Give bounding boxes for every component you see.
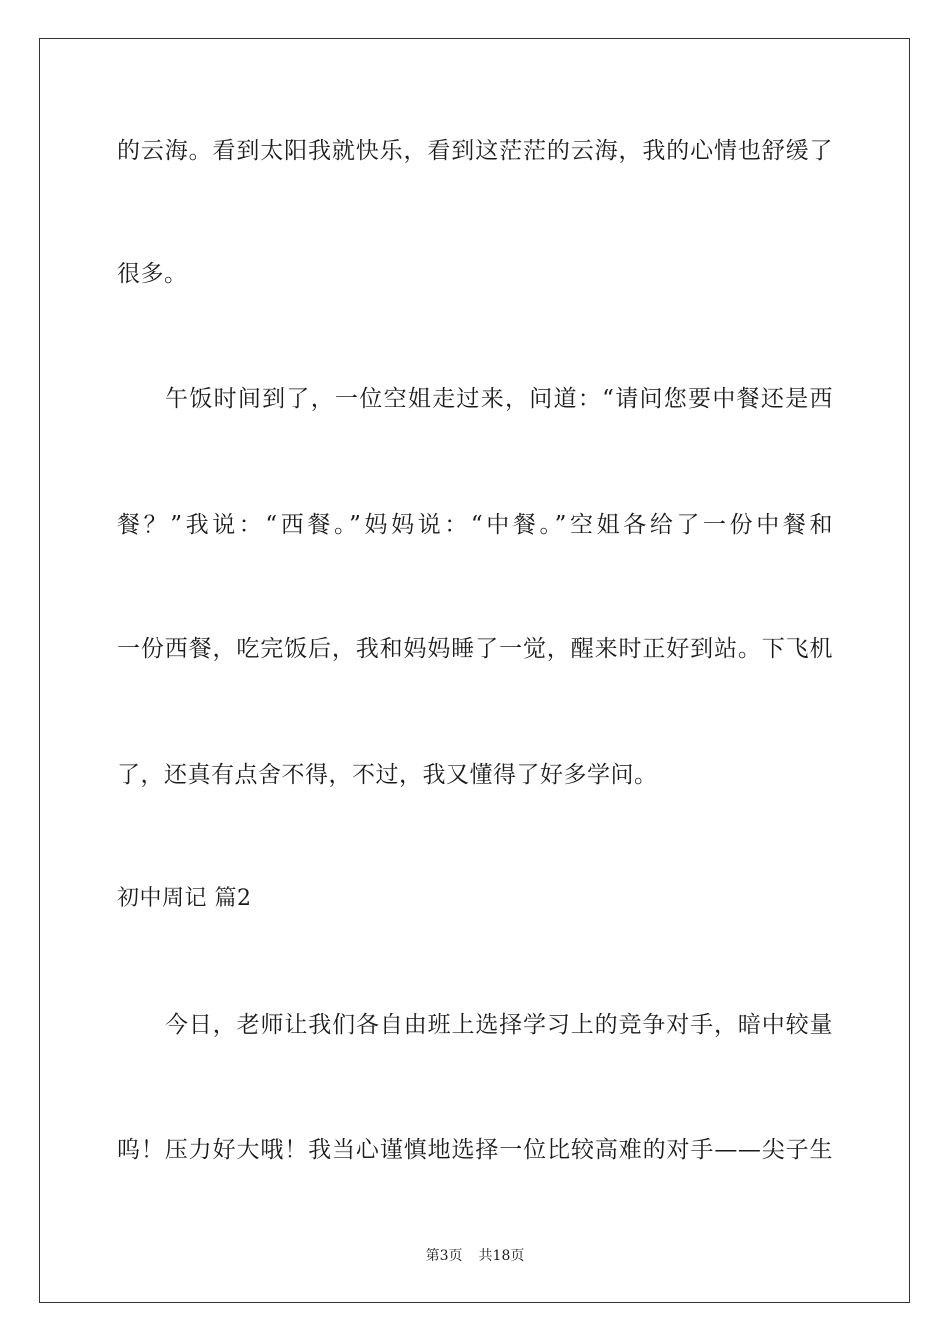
page-border bbox=[39, 38, 910, 1303]
section-heading: 初中周记 篇2 bbox=[117, 886, 252, 911]
page-total: 共18页 bbox=[478, 1248, 525, 1264]
paragraph-line: 餐？”我说：“西餐。”妈妈说：“中餐。”空姐各给了一份中餐和 bbox=[117, 512, 833, 538]
paragraph-line: 午饭时间到了，一位空姐走过来，问道：“请问您要中餐还是西 bbox=[165, 386, 833, 412]
paragraph-line: 的云海。看到太阳我就快乐，看到这茫茫的云海，我的心情也舒缓了 bbox=[117, 138, 833, 164]
page-number: 第3页 bbox=[425, 1248, 463, 1264]
page-footer bbox=[0, 1246, 950, 1266]
paragraph-line: 一份西餐，吃完饭后，我和妈妈睡了一觉，醒来时正好到站。下飞机 bbox=[117, 636, 833, 662]
paragraph-line: 很多。 bbox=[117, 261, 188, 287]
paragraph-line: 今日，老师让我们各自由班上选择学习上的竞争对手，暗中较量 bbox=[165, 1012, 833, 1038]
paragraph-line: 了，还真有点舍不得，不过，我又懂得了好多学问。 bbox=[117, 762, 658, 788]
paragraph-line: 呜！压力好大哦！我当心谨慎地选择一位比较高难的对手——尖子生 bbox=[117, 1137, 833, 1163]
